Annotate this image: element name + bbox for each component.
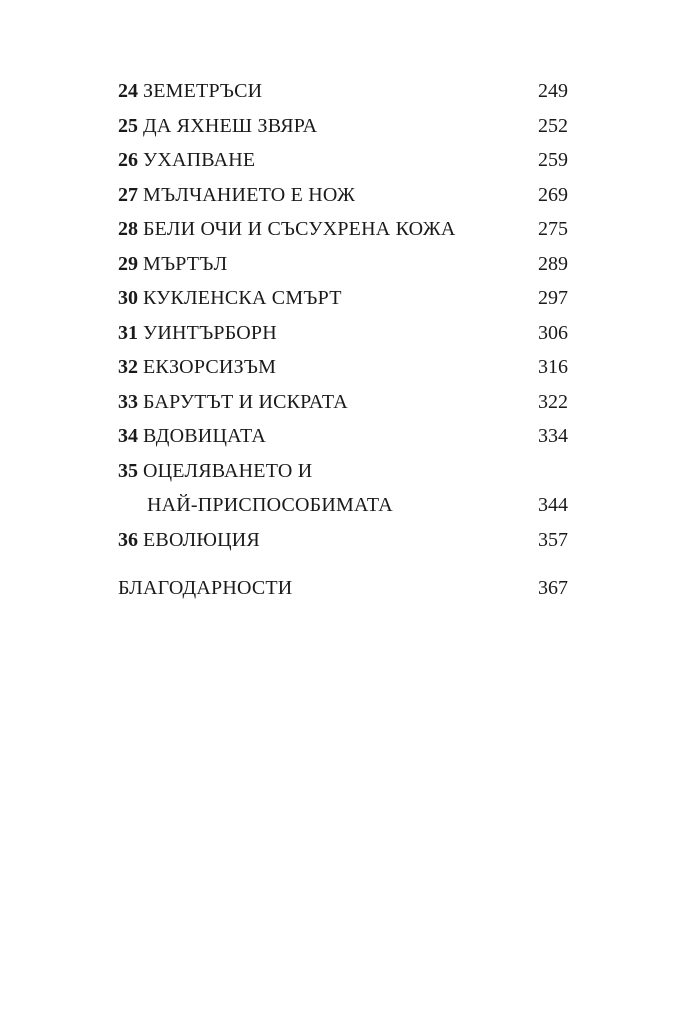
chapter-title: УХАПВАНЕ: [143, 149, 256, 171]
chapter-number: 28: [118, 218, 138, 240]
toc-entry: [118, 143, 568, 178]
toc-entry: [118, 419, 568, 454]
page-number: 297: [538, 287, 568, 309]
page-number: 344: [538, 494, 568, 516]
chapter-number: 27: [118, 183, 138, 206]
chapter-number: 26: [118, 149, 138, 171]
toc-entry: [118, 247, 568, 282]
toc-entry: [118, 350, 568, 385]
chapter-number: 25: [118, 114, 138, 137]
chapter-title: ЗЕМЕТРЪСИ: [143, 80, 263, 102]
page-number: 367: [538, 577, 568, 599]
chapter-title: МЪРТЪЛ: [143, 252, 228, 275]
page-number: 316: [538, 356, 568, 378]
chapter-title: БАРУТЪТ И ИСКРАТА: [143, 390, 348, 413]
chapter-title: УИНТЪРБОРН: [143, 321, 277, 344]
chapter-number: 35: [118, 459, 138, 482]
chapter-title: БЕЛИ ОЧИ И СЪСУХРЕНА КОЖА: [143, 218, 456, 240]
chapter-number: 30: [118, 287, 138, 309]
chapter-title: ЕВОЛЮЦИЯ: [143, 528, 260, 551]
toc-entry: [118, 74, 568, 109]
toc-entry: [118, 454, 568, 489]
page-number: 252: [538, 114, 568, 137]
page-number: 357: [538, 528, 568, 551]
page-number: 289: [538, 252, 568, 275]
chapter-title: КУКЛЕНСКА СМЪРТ: [143, 287, 342, 309]
chapter-number: 24: [118, 80, 138, 102]
toc-entry: [118, 281, 568, 316]
page-number: 259: [538, 149, 568, 171]
chapter-title: ДА ЯХНЕШ ЗВЯРА: [143, 114, 318, 137]
toc-entry: [118, 523, 568, 558]
page-number: 334: [538, 425, 568, 447]
chapter-title-continuation: НАЙ-ПРИСПОСОБИМАТА: [147, 494, 393, 516]
chapter-title: ЕКЗОРСИЗЪМ: [143, 356, 277, 378]
chapter-title: ВДОВИЦАТА: [143, 425, 267, 447]
section-spacer: [118, 557, 568, 571]
page-number: 322: [538, 390, 568, 413]
chapter-number: 36: [118, 528, 138, 551]
acknowledgements-title: БЛАГОДАРНОСТИ: [118, 577, 293, 599]
toc-entry: [118, 316, 568, 351]
chapter-number: 31: [118, 321, 138, 344]
table-of-contents: [118, 74, 568, 606]
page-number: 249: [538, 80, 568, 102]
chapter-number: 29: [118, 252, 138, 275]
page-number: 269: [538, 183, 568, 206]
chapter-number: 34: [118, 425, 138, 447]
chapter-number: 32: [118, 356, 138, 378]
toc-entry: [118, 178, 568, 213]
toc-entry: [118, 109, 568, 144]
toc-entry-acknowledgements: [118, 571, 568, 606]
chapter-title: ОЦЕЛЯВАНЕТО И: [143, 459, 313, 482]
toc-entry: [118, 385, 568, 420]
page-number: 275: [538, 218, 568, 240]
toc-entry-continuation: [118, 488, 568, 523]
toc-entry: [118, 212, 568, 247]
chapter-title: МЪЛЧАНИЕТО Е НОЖ: [143, 183, 356, 206]
chapter-number: 33: [118, 390, 138, 413]
page-number: 306: [538, 321, 568, 344]
